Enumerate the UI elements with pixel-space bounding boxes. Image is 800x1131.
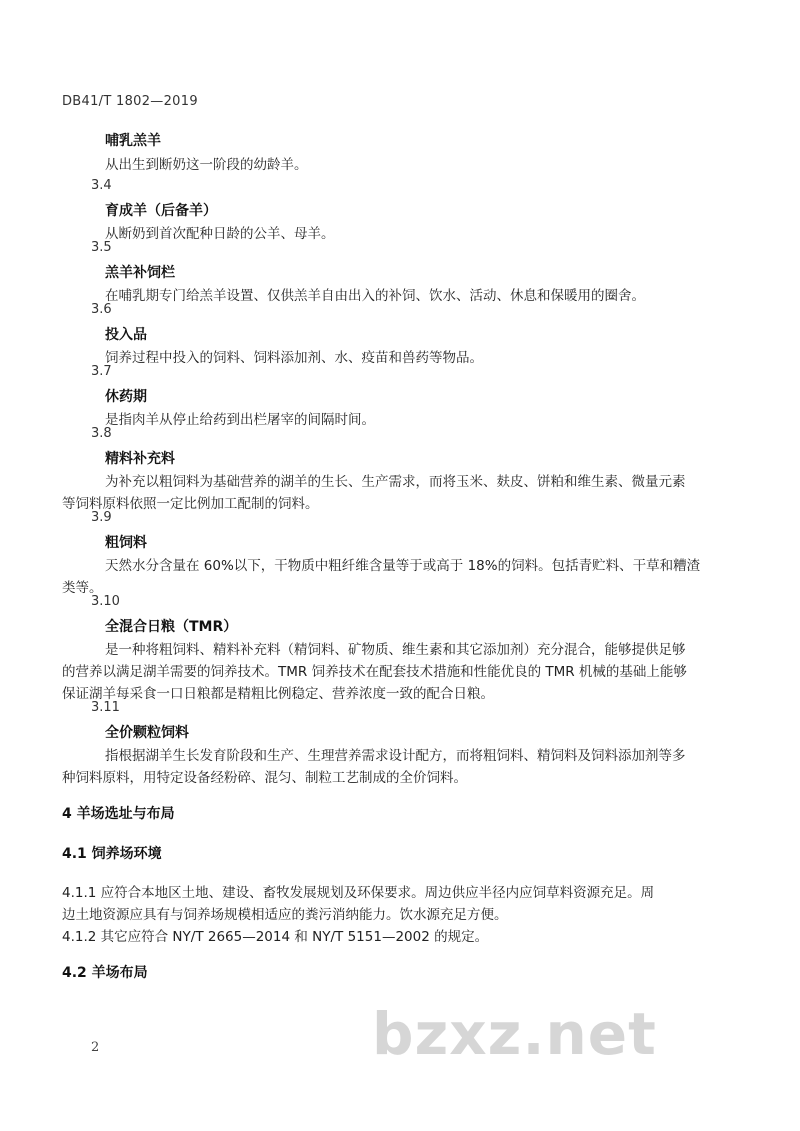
clause-number-3-11: 3.11: [91, 700, 120, 715]
clause-4-1-1-line-1: 4.1.1 应符合本地区土地、建设、畜牧发展规划及环保要求。周边供应半径内应饲草料资源充足。周: [62, 885, 655, 901]
definition-3-11-line-1: 指根据湖羊生长发育阶段和生产、生理营养需求设计配方，而将粗饲料、精饲料及饲料添加剂等多: [105, 748, 686, 764]
term-3-3: 哺乳羔羊: [105, 133, 161, 149]
term-3-11: 全价颗粒饲料: [105, 725, 189, 741]
clause-number-3-7: 3.7: [91, 364, 112, 379]
watermark: bzxz.net: [372, 1000, 657, 1068]
definition-3-7: 是指肉羊从停止给药到出栏屠宰的间隔时间。: [105, 412, 375, 428]
term-3-8: 精料补充料: [105, 451, 175, 467]
definition-3-10-line-2: 的营养以满足湖羊需要的饲养技术。TMR 饲养技术在配套技术措施和性能优良的 TMR 机械的基础上能够: [62, 664, 687, 680]
standard-code: DB41/T 1802—2019: [62, 94, 198, 109]
definition-3-11-line-2: 种饲料原料，用特定设备经粉碎、混匀、制粒工艺制成的全价饲料。: [62, 770, 467, 786]
term-3-9: 粗饲料: [105, 535, 147, 551]
clause-number-3-4: 3.4: [91, 178, 112, 193]
definition-3-8-line-1: 为补充以粗饲料为基础营养的湖羊的生长、生产需求，而将玉米、麸皮、饼粕和维生素、微量元素: [105, 474, 686, 490]
definition-3-6: 饲养过程中投入的饲料、饲料添加剂、水、疫苗和兽药等物品。: [105, 350, 483, 366]
definition-3-10-line-1: 是一种将粗饲料、精料补充料（精饲料、矿物质、维生素和其它添加剂）充分混合，能够提供足够: [105, 642, 686, 658]
section-4-2-heading: 4.2 羊场布局: [62, 965, 148, 981]
definition-3-4: 从断奶到首次配种日龄的公羊、母羊。: [105, 226, 335, 242]
section-4-heading: 4 羊场选址与布局: [62, 806, 175, 822]
clause-4-1-2: 4.1.2 其它应符合 NY/T 2665—2014 和 NY/T 5151—2002 的规定。: [62, 929, 489, 945]
clause-number-3-9: 3.9: [91, 510, 112, 525]
clause-number-3-10: 3.10: [91, 594, 120, 609]
term-3-5: 羔羊补饲栏: [105, 265, 175, 281]
definition-3-5: 在哺乳期专门给羔羊设置、仅供羔羊自由出入的补饲、饮水、活动、休息和保暖用的圈舍。: [105, 288, 645, 304]
definition-3-9-line-1: 天然水分含量在 60%以下，干物质中粗纤维含量等于或高于 18%的饲料。包括青贮料、干草和糟渣: [105, 558, 701, 574]
section-4-1-heading: 4.1 饲养场环境: [62, 846, 162, 862]
definition-3-8-line-2: 等饲料原料依照一定比例加工配制的饲料。: [62, 496, 319, 512]
clause-number-3-5: 3.5: [91, 240, 112, 255]
term-3-7: 休药期: [105, 389, 147, 405]
definition-3-10-line-3: 保证湖羊每采食一口日粮都是精粗比例稳定、营养浓度一致的配合日粮。: [62, 686, 494, 702]
term-3-4: 育成羊（后备羊）: [105, 203, 217, 219]
clause-4-1-1-line-2: 边土地资源应具有与饲养场规模相适应的粪污消纳能力。饮水源充足方便。: [62, 907, 508, 923]
term-3-6: 投入品: [105, 327, 147, 343]
definition-3-3: 从出生到断奶这一阶段的幼龄羊。: [105, 157, 308, 173]
term-3-10: 全混合日粮（TMR）: [105, 619, 238, 635]
page-number: 2: [91, 1040, 100, 1055]
clause-number-3-8: 3.8: [91, 426, 112, 441]
definition-3-9-line-2: 类等。: [62, 580, 103, 596]
clause-number-3-6: 3.6: [91, 302, 112, 317]
